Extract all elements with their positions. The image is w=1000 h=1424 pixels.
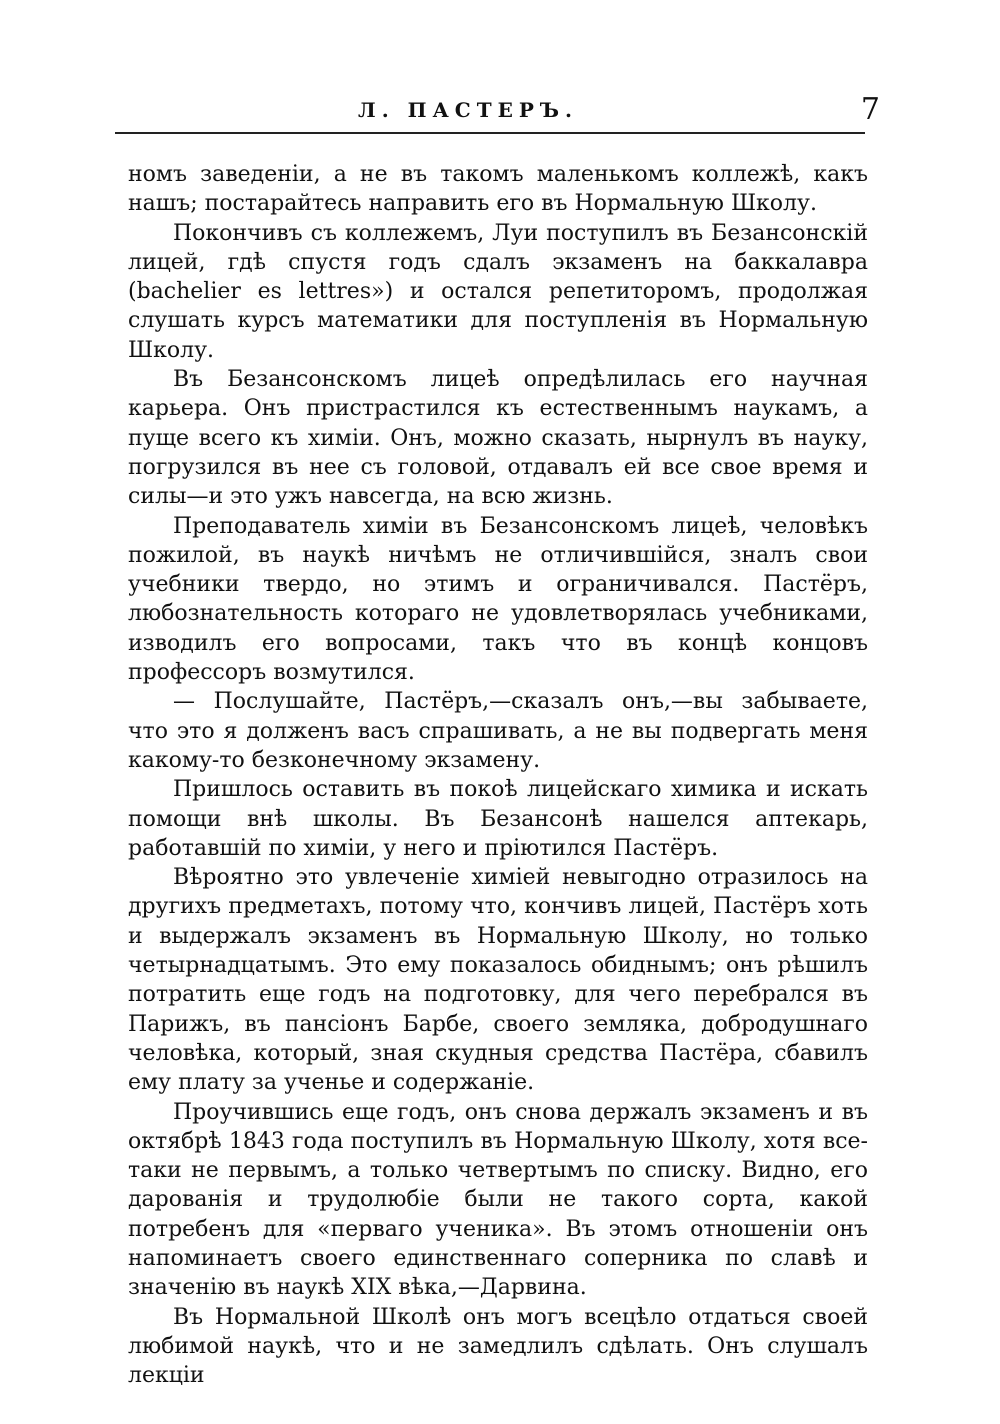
paragraph: — Послушайте, Пастёръ,—сказалъ онъ,—вы забываете, что это я долженъ васъ спрашивать, а не вы подвергать меня какому-то безконечному экзамену. — [128, 689, 868, 773]
paragraph: Пришлось оставить въ покоѣ лицейскаго химика и искать помощи внѣ школы. Въ Безансонѣ нашелся аптекарь, работавшій по химіи, у него и пріютился Пастёръ. — [128, 777, 868, 861]
paragraph: Въ Нормальной Школѣ онъ могъ всецѣло отдаться своей любимой наукѣ, что и не замедлилъ сдѣлать. Онъ слушалъ лекціи — [128, 1304, 868, 1389]
paragraph: номъ заведеніи, а не въ такомъ маленькомъ коллежѣ, какъ нашъ; постарайтесь направить его въ Нормальную Школу. — [128, 162, 868, 217]
running-header — [128, 92, 880, 132]
page-number: 7 — [860, 92, 880, 127]
paragraph: Проучившись еще годъ, онъ снова держалъ экзаменъ и въ октябрѣ 1843 года поступилъ въ Нормальную Школу, хотя все-таки не первымъ, а только четвертымъ по списку. Видно, его дарованія и трудолюбіе были не такого сорта, какой потребенъ для «перваго ученика». Въ этомъ отношеніи онъ напоминаетъ своего единственнаго соперника по славѣ и значенію въ наукѣ XIX вѣка,—Дарвина. — [128, 1099, 868, 1301]
paragraph: Въ Безансонскомъ лицеѣ опредѣлилась его научная карьера. Онъ пристрастился къ естественнымъ наукамъ, а пуще всего къ химіи. Онъ, можно сказать, нырнулъ въ науку, погрузился въ нее съ головой, отдавалъ ей все свое время и силы—и это ужъ навсегда, на всю жизнь. — [128, 367, 868, 510]
paragraph: Покончивъ съ коллежемъ, Луи поступилъ въ Безансонскій лицей, гдѣ спустя годъ сдалъ экзаменъ на баккалавра (bachelier es lettres») и остался репетиторомъ, продолжая слушать курсъ математики для поступленія въ Нормальную Школу. — [128, 220, 868, 363]
body-text — [128, 160, 868, 1390]
header-rule — [115, 132, 865, 134]
paragraph: Вѣроятно это увлеченіе химіей невыгодно отразилось на другихъ предметахъ, потому что, кончивъ лицей, Пастёръ хоть и выдержалъ экзаменъ въ Нормальную Школу, но только четырнадцатымъ. Это ему показалось обиднымъ; онъ рѣшилъ потратить еще годъ на подготовку, для чего перебрался въ Парижъ, въ пансіонъ Барбе, своего земляка, добродушнаго человѣка, который, зная скудныя средства Пастёра, сбавилъ ему плату за ученье и содержаніе. — [128, 865, 868, 1096]
running-title: Л. ПАСТЕРЪ. — [358, 98, 578, 122]
paragraph: Преподаватель химіи въ Безансонскомъ лицеѣ, человѣкъ пожилой, въ наукѣ ничѣмъ не отличившійся, зналъ свои учебники твердо, но этимъ и ограничивался. Пастёръ, любознательность котораго не удовлетворялась учебниками, изводилъ его вопросами, такъ что въ концѣ концовъ профессоръ возмутился. — [128, 513, 868, 686]
